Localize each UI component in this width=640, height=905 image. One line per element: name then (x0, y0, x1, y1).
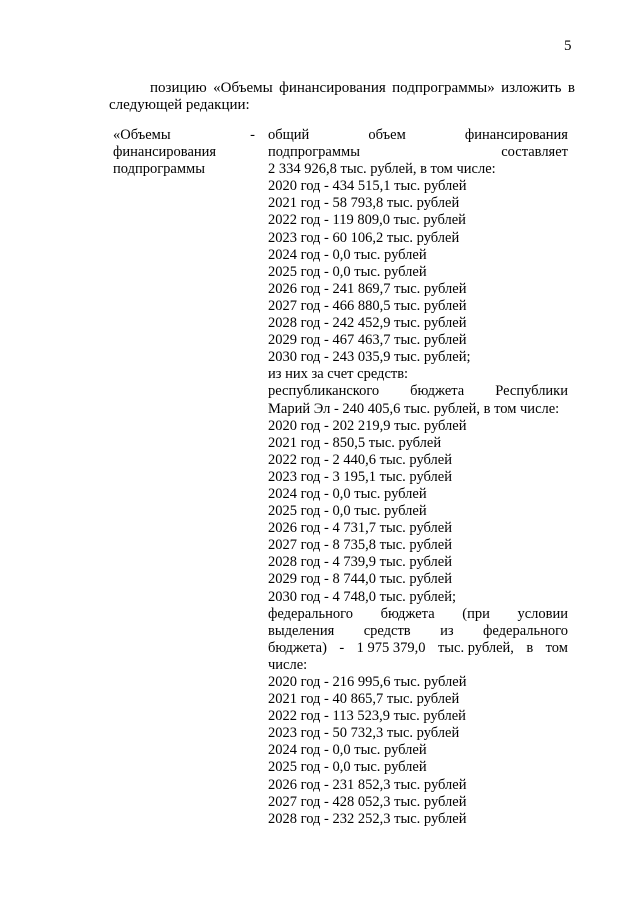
word: в (526, 639, 534, 656)
word: объем (368, 127, 406, 143)
republic-budget-line-2: Марий Эл - 240 405,6 тыс. рублей, в том числе: (268, 400, 560, 417)
federal-budget-line-2 (268, 623, 568, 640)
parameter-label-line-3: подпрограммы (113, 161, 205, 177)
sources-intro: из них за счет средств: (268, 366, 409, 383)
parameter-label-column (113, 127, 255, 178)
year-line: 2025 год - 0,0 тыс. рублей (268, 503, 427, 520)
parameter-dash: - (250, 127, 255, 143)
year-line: 2028 год - 242 452,9 тыс. рублей (268, 315, 467, 332)
intro-paragraph: позицию «Объемы финансирования подпрограммы» изложить в следующей редакции: (109, 80, 575, 113)
word: федерального (483, 622, 568, 639)
word: финансирования (464, 127, 568, 143)
word: тыс. рублей, (437, 639, 514, 656)
year-line: 2026 год - 241 869,7 тыс. рублей (268, 280, 467, 297)
year-line: 2021 год - 58 793,8 тыс. рублей (268, 195, 460, 212)
federal-years-list (268, 674, 568, 828)
year-line: 2024 год - 0,0 тыс. рублей (268, 742, 427, 759)
word: бюджета (380, 605, 435, 622)
word: подпрограммы (268, 144, 360, 161)
word: Республики (495, 383, 568, 400)
year-line: 2023 год - 3 195,1 тыс. рублей (268, 468, 452, 485)
parameter-value-column (268, 127, 568, 828)
parameter-label-line-2: финансирования (113, 144, 217, 160)
year-line: 2026 год - 231 852,3 тыс. рублей (268, 776, 467, 793)
word: (при (462, 605, 490, 622)
year-line: 2020 год - 202 219,9 тыс. рублей (268, 417, 467, 434)
word: 1 975 379,0 (356, 639, 426, 656)
year-line: 2027 год - 466 880,5 тыс. рублей (268, 297, 467, 314)
year-line: 2026 год - 4 731,7 тыс. рублей (268, 520, 452, 537)
year-line: 2023 год - 50 732,3 тыс. рублей (268, 725, 460, 742)
word: бюджета (410, 383, 465, 400)
year-line: 2027 год - 8 735,8 тыс. рублей (268, 537, 452, 554)
republic-budget-line-1 (268, 383, 568, 400)
parameter-label-word: «Объемы (113, 127, 171, 143)
year-line: 2020 год - 434 515,1 тыс. рублей (268, 178, 467, 195)
year-line: 2020 год - 216 995,6 тыс. рублей (268, 674, 467, 690)
year-line: 2024 год - 0,0 тыс. рублей (268, 246, 427, 263)
total-amount-line: 2 334 926,8 тыс. рублей, в том числе: (268, 161, 496, 178)
republic-years-list (268, 418, 568, 606)
word: средств (363, 622, 411, 639)
federal-budget-line-4: числе: (268, 656, 308, 673)
word: из (440, 622, 454, 639)
year-line: 2030 год - 4 748,0 тыс. рублей; (268, 588, 456, 605)
year-line: 2028 год - 4 739,9 тыс. рублей (268, 554, 452, 571)
word: федерального (268, 605, 353, 622)
year-line: 2022 год - 113 523,9 тыс. рублей (268, 708, 466, 725)
year-line: 2022 год - 119 809,0 тыс. рублей (268, 212, 466, 229)
page-number: 5 (564, 38, 572, 54)
year-line: 2021 год - 850,5 тыс. рублей (268, 434, 442, 451)
year-line: 2027 год - 428 052,3 тыс. рублей (268, 793, 467, 810)
word: том (545, 639, 568, 656)
word: выделения (268, 622, 335, 639)
word: составляет (501, 144, 568, 161)
word: республиканского (268, 383, 380, 400)
year-line: 2025 год - 0,0 тыс. рублей (268, 759, 427, 776)
federal-budget-line-3 (268, 640, 568, 657)
total-line-1 (268, 127, 568, 144)
total-years-list (268, 178, 568, 366)
year-line: 2024 год - 0,0 тыс. рублей (268, 485, 427, 502)
year-line: 2029 год - 8 744,0 тыс. рублей (268, 571, 452, 588)
year-line: 2028 год - 232 252,3 тыс. рублей (268, 810, 467, 827)
year-line: 2023 год - 60 106,2 тыс. рублей (268, 229, 460, 246)
year-line: 2022 год - 2 440,6 тыс. рублей (268, 451, 452, 468)
word: - (339, 639, 345, 656)
year-line: 2030 год - 243 035,9 тыс. рублей; (268, 349, 471, 366)
year-line: 2021 год - 40 865,7 тыс. рублей (268, 691, 460, 708)
parameter-label-line-1 (113, 127, 255, 144)
word: условии (517, 605, 568, 622)
year-line: 2025 год - 0,0 тыс. рублей (268, 263, 427, 280)
word: общий (268, 127, 310, 143)
total-line-2 (268, 144, 568, 161)
year-line: 2029 год - 467 463,7 тыс. рублей (268, 332, 467, 349)
federal-budget-line-1 (268, 606, 568, 623)
word: бюджета) (268, 639, 327, 656)
